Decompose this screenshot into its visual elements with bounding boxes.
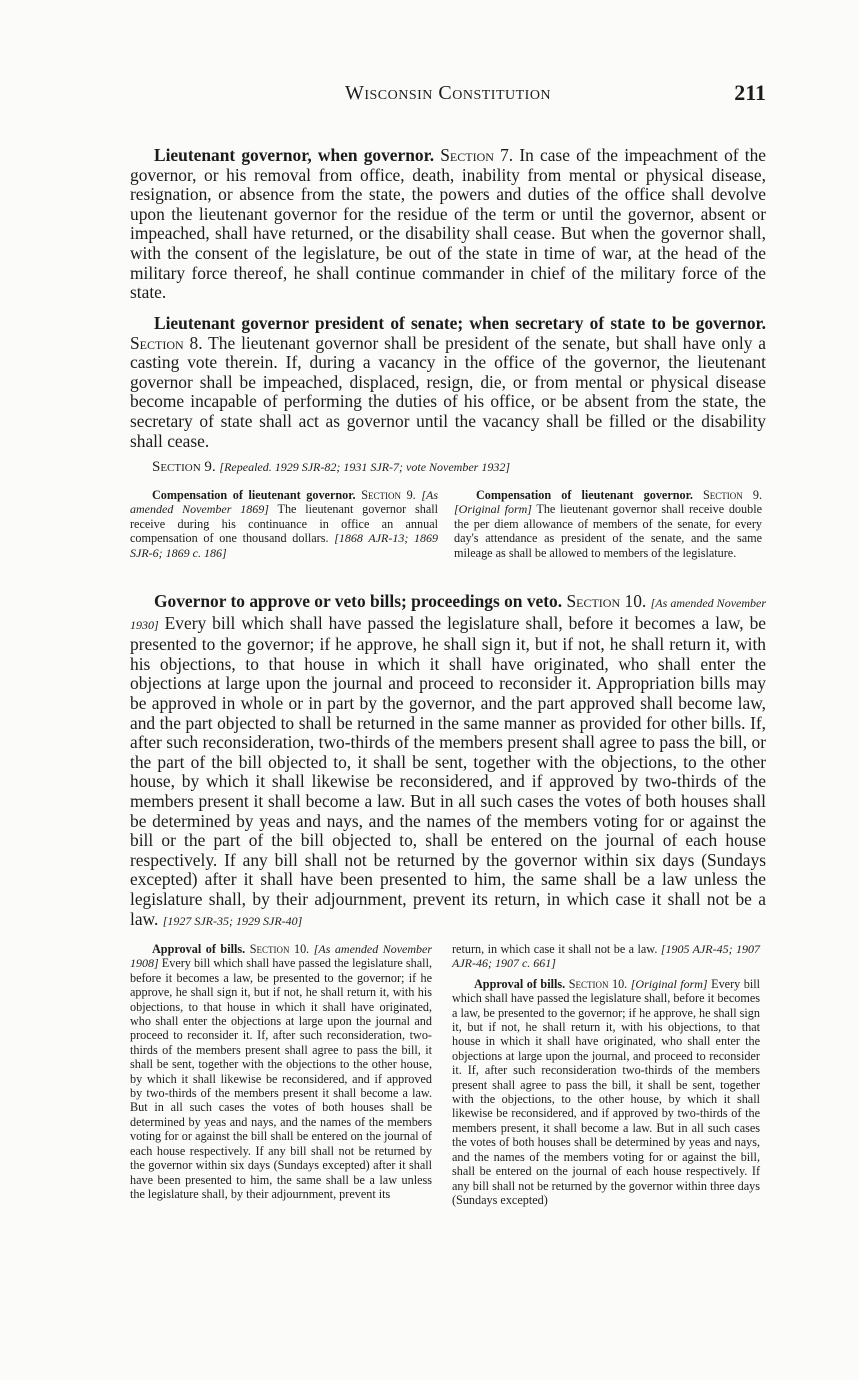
section-8-paragraph [130,314,766,451]
section-7-paragraph [130,146,766,303]
section-9-left-body: The lieutenant governor shall receive during his continuance in office an annual compensation of one thousand dollars. [130,502,439,546]
section-10-paragraph [130,592,766,931]
section-9-left-label: Section 9. [361,488,416,502]
section-10-1908-body-right: return, in which case it shall not be a law. [452,942,658,956]
section-9-history-right-paragraph [454,488,762,560]
section-9-right-heading: Compensation of lieutenant governor. [476,488,693,502]
section-10-history-1908-left [130,942,432,1201]
section-10-1908-heading: Approval of bills. [152,942,246,956]
section-9-left-citation: [1868 AJR-13; 1869 SJR-6; 1869 c. 186] [130,531,438,560]
section-10-label: Section 10. [566,591,647,611]
section-9-note: [Repealed. 1929 SJR-82; 1931 SJR-7; vote November 1932] [219,460,511,474]
section-9-right-body: The lieutenant governor shall receive double the per diem allowance of members of the senate, for every day's attendance as president of the senate, and the same mileage as shall be allowed to members of the legislature. [454,502,762,560]
section-10-1908-citation: [1905 AJR-45; 1907 AJR-46; 1907 c. 661] [452,942,761,971]
section-9-history-right [454,488,762,560]
section-9-history-left-paragraph [130,488,438,560]
section-10-original-heading: Approval of bills. [474,976,566,991]
section-8-body: The lieutenant governor shall be president of the senate, but shall have only a casting vote therein. If, during a vacancy in the office of the governor, the lieutenant governor shall be impeached, displaced, resign, die, or from mental or physical disease become incapable of performing the duties of his office, or be absent from the state, the secretary of state shall act as governor until the vacancy shall be filled or the disability shall cease. [130,332,766,451]
page-number: 211 [734,80,766,105]
section-9-label: Section 9. [152,459,216,475]
section-10-1908-paragraph [130,942,432,1201]
section-9-right-note: [Original form] [454,502,532,517]
section-10-heading: Governor to approve or veto bills; proceedings on veto. [154,591,563,611]
section-10-1908-continuation [452,942,760,971]
section-10-body: Every bill which shall have passed the legislature shall, before it becomes a law, be presented to the governor; if he approve, he shall sign it, but if not, he shall return it, with his objections, to that house in which it shall have originated, who shall enter the objections at large upon the journal and proceed to reconsider it. Appropriation bills may be approved in whole or in part by the governor, and the part approved shall become law, and the part objected to shall be returned in the same manner as provided for other bills. If, after such reconsideration, two-thirds of the members present shall agree to pass the bill, or the part of the bill objected to, it shall be sent, together with the objections, to the other house, by which it shall likewise be reconsidered, and if approved by two-thirds of the members present it shall become a law. But in all such cases the votes of both houses shall be determined by yeas and nays, and the names of the members voting for or against the bill or the part of the bill objected to, shall be entered on the journal of each house respectively. If any bill shall not be returned by the governor within six days (Sundays excepted) after it shall have been presented to him, the same shall be a law unless the legislature shall, by their adjournment, prevent its return, in which case it shall not be a law. [130,612,766,929]
section-7-label: Section 7. [440,145,514,165]
section-10-history-right-column [452,942,760,1207]
section-8-heading: Lieutenant governor president of senate; when secretary of state to be governor. [154,313,766,333]
page-header [130,82,766,110]
section-10-original-paragraph [452,977,760,1208]
section-9-line [152,459,510,476]
section-7-body: In case of the impeachment of the governor, or his removal from office, death, inability from mental or physical disease, resignation, or absence from the state, the powers and duties of the office shall devolve upon the lieutenant governor for the residue of the term or until the governor, absent or impeached, shall have returned, or the disability shall cease. But when the governor shall, with the consent of the legislature, be out of the state in time of war, at the head of the military force thereof, he shall continue commander in chief of the military force of the state. [130,145,766,303]
section-8-label: Section 8. [130,332,203,353]
section-10-note: [As amended November 1930] [130,596,767,632]
section-9-right-label: Section 9. [703,488,762,502]
section-10-1908-label: Section 10. [249,942,310,956]
section-10-citation: [1927 SJR-35; 1929 SJR-40] [162,913,303,928]
section-9-history-left [130,488,438,560]
section-10-original-label: Section 10. [568,976,628,991]
section-10-1908-body-left: Every bill which shall have passed the legislature shall, before it becomes a law, be presented to the governor; if he approve, he shall sign it, but if not, he shall return it, with his objections, to that house in which it shall have originated, who shall enter the objections at large upon the journal and proceed to reconsider it. If, after such reconsideration, two-thirds of the members present shall agree to pass the bill, it shall be sent, together with the objections to the other house, by which it shall likewise be reconsidered, and if approved by two-thirds of the members present it shall become a law. But in all such cases the votes of both houses shall be determined by yeas and nays, and the names of the members voting for or against the bill shall be entered on the journal of each house respectively. If any bill shall not be returned by the governor within six days (Sundays excepted) after it shall have been presented to him, the same shall be a law unless the legislature shall, by their adjournment, prevent its [130,956,432,1201]
section-10-original-note: [Original form] [630,976,708,991]
section-10-1908-note: [As amended November 1908] [130,942,433,971]
section-10-original-body: Every bill which shall have passed the legislature shall, before it becomes a law, be presented to the governor; if he approve, he shall sign it, but if not, he shall return it, with his objections, to that house in which it shall have originated, who shall enter the objections at large upon the journal, and proceed to reconsider it. If, after such reconsideration two-thirds of the members present shall agree to pass the bill, it shall be sent, together with the objections, to the other house, by which it shall likewise be reconsidered, and if approved by two-thirds of the members present, it shall become a law. But in all such cases the votes of both houses shall be determined by yeas and nays, and the names of the members voting for or against the bill, shall be entered on the journal of each house respectively. If any bill shall not be returned by the governor within three days (Sundays excepted) [452,976,761,1207]
section-9-left-heading: Compensation of lieutenant governor. [152,488,356,502]
section-9-left-note: [As amended November 1869] [130,488,439,517]
section-7-heading: Lieutenant governor, when governor. [154,145,435,165]
running-title: Wisconsin Constitution [344,82,552,104]
